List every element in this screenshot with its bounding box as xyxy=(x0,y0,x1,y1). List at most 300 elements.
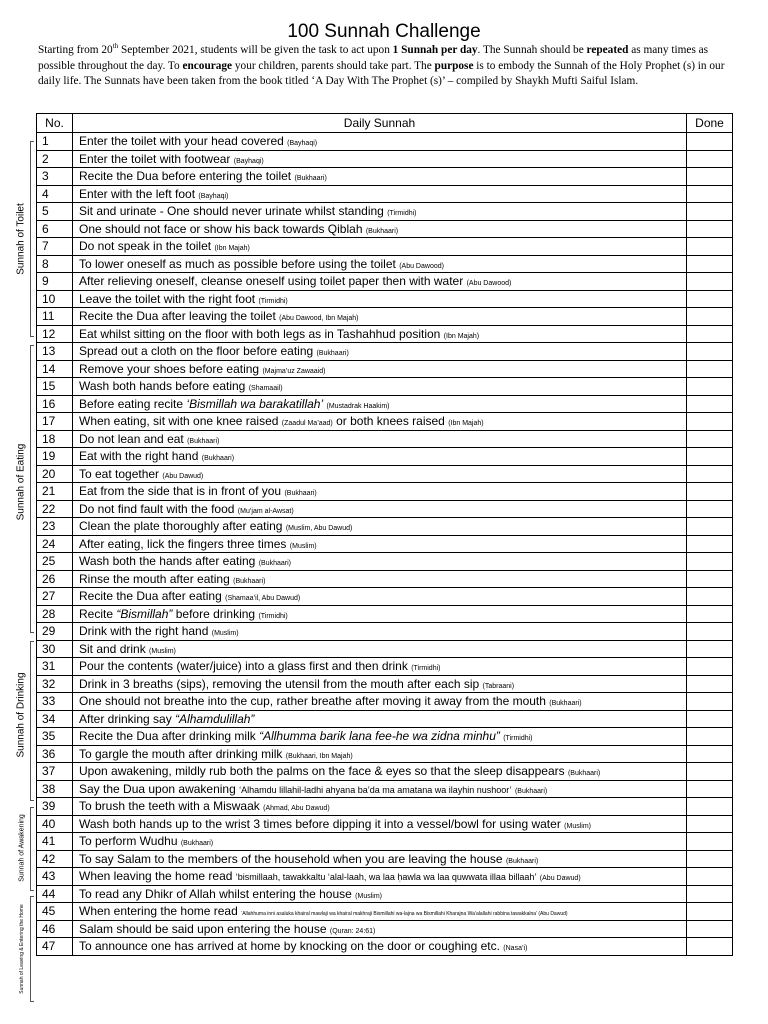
done-checkbox-cell[interactable] xyxy=(687,693,733,711)
sunnah-text: Clean the plate thoroughly after eating xyxy=(79,519,283,534)
sunnah-text-cell xyxy=(73,745,687,763)
sunnah-text: Recite the Dua after leaving the toilet xyxy=(79,309,276,324)
row-number: 43 xyxy=(37,868,73,886)
done-checkbox-cell[interactable] xyxy=(687,780,733,798)
row-number: 2 xyxy=(37,150,73,168)
row-number: 30 xyxy=(37,640,73,658)
table-row xyxy=(37,605,733,623)
sunnah-text-cell xyxy=(73,623,687,641)
row-number: 21 xyxy=(37,483,73,501)
table-row xyxy=(37,185,733,203)
sunnah-text-extra: before drinking xyxy=(175,606,256,621)
table-row xyxy=(37,150,733,168)
sunnah-text: Eat from the side that is in front of you xyxy=(79,484,282,499)
section-bracket-toilet xyxy=(30,141,34,337)
sunnah-text-cell xyxy=(73,483,687,501)
table-row xyxy=(37,553,733,571)
sunnah-text: When eating, sit with one knee raised xyxy=(79,414,279,429)
sunnah-text-cell xyxy=(73,693,687,711)
sunnah-table xyxy=(36,113,733,956)
sunnah-text-extra: or both knees raised xyxy=(336,414,445,429)
source-reference: (Abu Dawood, Ibn Majah) xyxy=(279,315,359,323)
done-checkbox-cell[interactable] xyxy=(687,238,733,256)
done-checkbox-cell[interactable] xyxy=(687,815,733,833)
source-reference: (Tirmidhi) xyxy=(503,735,533,743)
table-row xyxy=(37,675,733,693)
source-reference: (Ahmad, Abu Dawud) xyxy=(263,805,330,813)
row-number: 36 xyxy=(37,745,73,763)
sunnah-text-cell xyxy=(73,430,687,448)
sunnah-text-cell xyxy=(73,308,687,326)
done-checkbox-cell[interactable] xyxy=(687,763,733,781)
table-row xyxy=(37,325,733,343)
source-reference: (Shamaail) xyxy=(248,385,283,393)
table-row xyxy=(37,903,733,921)
row-number: 25 xyxy=(37,553,73,571)
table-row xyxy=(37,588,733,606)
sunnah-text: Sit and drink xyxy=(79,641,146,656)
row-number: 1 xyxy=(37,133,73,151)
table-row xyxy=(37,203,733,221)
sunnah-text-cell xyxy=(73,518,687,536)
sunnah-text-cell xyxy=(73,395,687,413)
done-checkbox-cell[interactable] xyxy=(687,588,733,606)
row-number: 26 xyxy=(37,570,73,588)
table-row xyxy=(37,833,733,851)
source-reference: (Abu Dawud) xyxy=(162,472,204,480)
source-reference: (Abu Dawud) xyxy=(539,875,581,883)
sunnah-text: Rinse the mouth after eating xyxy=(79,571,230,586)
sunnah-text: When leaving the home read xyxy=(79,869,233,884)
sunnah-text-cell xyxy=(73,343,687,361)
table-row xyxy=(37,255,733,273)
table-row xyxy=(37,465,733,483)
source-reference: (Muslim) xyxy=(289,542,317,550)
sunnah-text-cell xyxy=(73,763,687,781)
source-reference: (Tabraani) xyxy=(482,682,515,690)
done-checkbox-cell[interactable] xyxy=(687,605,733,623)
done-checkbox-cell[interactable] xyxy=(687,448,733,466)
source-reference: (Muslim) xyxy=(149,647,176,655)
source-reference: (Mu’jam al-Awsat) xyxy=(237,507,294,515)
done-checkbox-cell[interactable] xyxy=(687,658,733,676)
table-row xyxy=(37,220,733,238)
row-number: 9 xyxy=(37,273,73,291)
done-checkbox-cell[interactable] xyxy=(687,850,733,868)
sunnah-text: Before eating recite xyxy=(79,396,184,411)
sunnah-text-cell xyxy=(73,920,687,938)
sunnah-text-cell xyxy=(73,290,687,308)
sunnah-text-cell xyxy=(73,675,687,693)
sunnah-text-cell xyxy=(73,360,687,378)
table-row xyxy=(37,395,733,413)
source-reference: (Bukhaari) xyxy=(505,857,539,865)
done-checkbox-cell[interactable] xyxy=(687,518,733,536)
done-checkbox-cell[interactable] xyxy=(687,168,733,186)
source-reference: (Muslim) xyxy=(355,892,382,900)
done-checkbox-cell[interactable] xyxy=(687,133,733,151)
table-row xyxy=(37,728,733,746)
sunnah-text: After relieving oneself, cleanse oneself using toilet paper then with water xyxy=(79,274,464,289)
source-reference: (Ibn Majah) xyxy=(443,332,480,340)
row-number: 20 xyxy=(37,465,73,483)
sunnah-text-cell xyxy=(73,588,687,606)
row-number: 46 xyxy=(37,920,73,938)
sunnah-text-cell xyxy=(73,605,687,623)
table-row xyxy=(37,868,733,886)
source-reference: (Bayhaqi) xyxy=(287,140,318,148)
done-checkbox-cell[interactable] xyxy=(687,465,733,483)
sunnah-text: When entering the home read xyxy=(79,904,238,919)
header-daily-sunnah: Daily Sunnah xyxy=(73,114,687,133)
source-reference: (Bukhaari) xyxy=(365,227,399,235)
row-number: 24 xyxy=(37,535,73,553)
sunnah-text: Recite xyxy=(79,606,114,621)
row-number: 13 xyxy=(37,343,73,361)
sunnah-quote: ‘Alhamdu lillahil-ladhi ahyana ba’da ma amatana wa ilayhin nushoor’ xyxy=(239,784,512,795)
sunnah-text-cell xyxy=(73,203,687,221)
row-number: 17 xyxy=(37,413,73,431)
source-reference: (Bukhaari) xyxy=(316,350,349,358)
sunnah-text: Salam should be said upon entering the house xyxy=(79,921,327,936)
source-reference: (Bukhaari) xyxy=(233,577,266,585)
done-checkbox-cell[interactable] xyxy=(687,675,733,693)
sunnah-text-cell xyxy=(73,938,687,956)
section-label-eating: Sunnah of Eating xyxy=(15,443,27,521)
sunnah-text: To read any Dhikr of Allah whilst entering the house xyxy=(79,886,352,901)
row-number: 16 xyxy=(37,395,73,413)
done-checkbox-cell[interactable] xyxy=(687,220,733,238)
done-checkbox-cell[interactable] xyxy=(687,535,733,553)
section-bracket-eating xyxy=(30,345,34,633)
source-reference: (Bukhaari) xyxy=(549,700,582,708)
table-row xyxy=(37,500,733,518)
done-checkbox-cell[interactable] xyxy=(687,343,733,361)
done-checkbox-cell[interactable] xyxy=(687,868,733,886)
section-label-home: Sunnah of Leaving & Entering the Home xyxy=(19,904,25,994)
done-checkbox-cell[interactable] xyxy=(687,255,733,273)
sunnah-text-cell xyxy=(73,325,687,343)
sunnah-text: Enter the toilet with your head covered xyxy=(79,134,284,149)
table-row xyxy=(37,413,733,431)
table-row xyxy=(37,168,733,186)
table-row xyxy=(37,920,733,938)
source-reference: (Bukhaari) xyxy=(258,560,291,568)
table-row xyxy=(37,640,733,658)
sunnah-text: Drink with the right hand xyxy=(79,624,209,639)
done-checkbox-cell[interactable] xyxy=(687,360,733,378)
table-row xyxy=(37,448,733,466)
row-number: 10 xyxy=(37,290,73,308)
sunnah-text-cell xyxy=(73,150,687,168)
source-reference: (Bukhaari) xyxy=(294,175,327,183)
sunnah-text: One should not breathe into the cup, rather breathe after moving it away from the mouth xyxy=(79,694,546,709)
done-checkbox-cell[interactable] xyxy=(687,378,733,396)
sunnah-text-cell xyxy=(73,780,687,798)
sunnah-text-cell xyxy=(73,850,687,868)
row-number: 8 xyxy=(37,255,73,273)
table-row xyxy=(37,273,733,291)
done-checkbox-cell[interactable] xyxy=(687,150,733,168)
row-number: 31 xyxy=(37,658,73,676)
sunnah-text-cell xyxy=(73,273,687,291)
sunnah-quote: ‘bismillaah, tawakkaltu ‘alal-laah, wa laa ḥawla wa laa quwwata illaa billaah’ xyxy=(235,872,537,883)
sunnah-quote: ‘Bismillah wa barakatillah’ xyxy=(186,396,324,411)
sunnah-text-cell xyxy=(73,815,687,833)
row-number: 28 xyxy=(37,605,73,623)
section-bracket-home xyxy=(30,896,34,1002)
row-number: 27 xyxy=(37,588,73,606)
row-number: 39 xyxy=(37,798,73,816)
row-number: 15 xyxy=(37,378,73,396)
row-number: 6 xyxy=(37,220,73,238)
source-reference: (Tirmidhi) xyxy=(258,297,288,305)
done-checkbox-cell[interactable] xyxy=(687,728,733,746)
row-number: 44 xyxy=(37,885,73,903)
table-row xyxy=(37,763,733,781)
sunnah-text-cell xyxy=(73,868,687,886)
sunnah-text-cell xyxy=(73,570,687,588)
row-number: 4 xyxy=(37,185,73,203)
sunnah-text: Wash both the hands after eating xyxy=(79,554,256,569)
done-checkbox-cell[interactable] xyxy=(687,203,733,221)
source-reference: (Abu Dawood) xyxy=(466,280,512,288)
source-reference: (Zaadul Ma’aad) xyxy=(281,420,333,428)
done-checkbox-cell[interactable] xyxy=(687,553,733,571)
table-header-row xyxy=(37,114,733,133)
source-reference: (Bayhaqi) xyxy=(233,157,264,165)
sunnah-text: Do not speak in the toilet xyxy=(79,239,212,254)
sunnah-text: Upon awakening, mildly rub both the palms on the face & eyes so that the sleep disappears xyxy=(79,764,565,779)
source-reference: (Bukhaari) xyxy=(514,787,548,795)
sunnah-text: To lower oneself as much as possible before using the toilet xyxy=(79,256,396,271)
table-row xyxy=(37,798,733,816)
done-checkbox-cell[interactable] xyxy=(687,903,733,921)
sunnah-text-cell xyxy=(73,185,687,203)
sunnah-text: After eating, lick the fingers three times xyxy=(79,536,287,551)
source-reference: (Bayhaqi) xyxy=(198,192,229,200)
source-reference: (Tirmidhi) xyxy=(258,612,288,620)
sunnah-quote: ‘Allahhuma inni asaluka khairal mawlaji wa khairal makhraji Bismillahi wa-lajna wa Bismillahi Kharajna Wa’alallahi rabbina tawakkalna’ (Abu Dawud) xyxy=(241,911,568,918)
done-checkbox-cell[interactable] xyxy=(687,308,733,326)
table-row xyxy=(37,623,733,641)
row-number: 35 xyxy=(37,728,73,746)
table-row xyxy=(37,360,733,378)
intro-paragraph: Starting from 20th September 2021, students will be given the task to act upon 1 Sunnah per day. The Sunnah should be repeated as many times as possible throughout the day. To encourage your children, parents should take part. The purpose is to embody the Sunnah of the Holy Prophet (s) in our daily life. The Sunnats have been taken from the book titled ‘A Day With The Prophet (s)’ – compiled by Shaykh Mufti Saiful Islam. xyxy=(38,42,725,87)
sunnah-text: Enter with the left foot xyxy=(79,186,196,201)
sunnah-text-cell xyxy=(73,168,687,186)
sunnah-text: One should not face or show his back towards Qiblah xyxy=(79,221,363,236)
sunnah-text-cell xyxy=(73,885,687,903)
row-number: 18 xyxy=(37,430,73,448)
source-reference: (Bukhaari) xyxy=(567,770,601,778)
table-row xyxy=(37,885,733,903)
row-number: 19 xyxy=(37,448,73,466)
row-number: 42 xyxy=(37,850,73,868)
sunnah-text-cell xyxy=(73,500,687,518)
done-checkbox-cell[interactable] xyxy=(687,483,733,501)
table-row xyxy=(37,133,733,151)
source-reference: (Bukhaari) xyxy=(187,437,220,445)
row-number: 7 xyxy=(37,238,73,256)
source-reference: (Muslim) xyxy=(564,822,591,830)
header-no: No. xyxy=(37,114,73,133)
table-row xyxy=(37,238,733,256)
sunnah-text: To eat together xyxy=(79,466,160,481)
table-row xyxy=(37,535,733,553)
source-reference: (Ibn Majah) xyxy=(214,245,250,253)
table-row xyxy=(37,850,733,868)
done-checkbox-cell[interactable] xyxy=(687,920,733,938)
done-checkbox-cell[interactable] xyxy=(687,395,733,413)
done-checkbox-cell[interactable] xyxy=(687,798,733,816)
source-reference: (Bukhaari) xyxy=(180,840,214,848)
source-reference: (Abu Dawood) xyxy=(399,262,444,270)
sunnah-text-cell xyxy=(73,658,687,676)
sunnah-text-cell xyxy=(73,798,687,816)
sunnah-text: Do not lean and eat xyxy=(79,431,184,446)
table-row xyxy=(37,430,733,448)
done-checkbox-cell[interactable] xyxy=(687,430,733,448)
table-row xyxy=(37,518,733,536)
row-number: 41 xyxy=(37,833,73,851)
done-checkbox-cell[interactable] xyxy=(687,413,733,431)
row-number: 14 xyxy=(37,360,73,378)
source-reference: (Bukhaari) xyxy=(201,455,235,463)
sunnah-text-cell xyxy=(73,220,687,238)
done-checkbox-cell[interactable] xyxy=(687,833,733,851)
row-number: 5 xyxy=(37,203,73,221)
section-label-drinking: Sunnah of Drinking xyxy=(15,672,27,758)
sunnah-text-cell xyxy=(73,465,687,483)
row-number: 12 xyxy=(37,325,73,343)
row-number: 22 xyxy=(37,500,73,518)
table-row xyxy=(37,483,733,501)
row-number: 34 xyxy=(37,710,73,728)
section-label-awakening: Sunnah of Awakening xyxy=(18,814,26,882)
sunnah-text: To announce one has arrived at home by knocking on the door or coughing etc. xyxy=(79,939,500,954)
row-number: 11 xyxy=(37,308,73,326)
sunnah-text: To brush the teeth with a Miswaak xyxy=(79,799,260,814)
sunnah-text: Eat whilst sitting on the floor with both legs as in Tashahhud position xyxy=(79,326,441,341)
done-checkbox-cell[interactable] xyxy=(687,325,733,343)
sunnah-text: Do not find fault with the food xyxy=(79,501,235,516)
source-reference: (Muslim) xyxy=(211,630,239,638)
table-row xyxy=(37,378,733,396)
sunnah-text: To gargle the mouth after drinking milk xyxy=(79,746,283,761)
done-checkbox-cell[interactable] xyxy=(687,745,733,763)
row-number: 29 xyxy=(37,623,73,641)
source-reference: (Shamaa’il, Abu Dawud) xyxy=(225,595,301,603)
done-checkbox-cell[interactable] xyxy=(687,623,733,641)
row-number: 45 xyxy=(37,903,73,921)
sunnah-text-cell xyxy=(73,710,687,728)
sunnah-text-cell xyxy=(73,903,687,921)
sunnah-text: Wash both hands before eating xyxy=(79,379,246,394)
done-checkbox-cell[interactable] xyxy=(687,885,733,903)
section-bracket-awakening xyxy=(30,807,34,891)
table-row xyxy=(37,710,733,728)
sunnah-text-cell xyxy=(73,728,687,746)
source-reference: (Tirmidhi) xyxy=(411,665,441,673)
sunnah-text-cell xyxy=(73,413,687,431)
sunnah-text-cell xyxy=(73,448,687,466)
source-reference: (Majma’uz Zawaaid) xyxy=(262,367,326,375)
sunnah-quote: “Alhamdulillah” xyxy=(175,711,255,726)
source-reference: (Bukhaari, Ibn Majah) xyxy=(285,752,353,760)
done-checkbox-cell[interactable] xyxy=(687,185,733,203)
sunnah-text: After drinking say xyxy=(79,711,172,726)
row-number: 47 xyxy=(37,938,73,956)
sunnah-text: Recite the Dua after drinking milk xyxy=(79,729,256,744)
row-number: 3 xyxy=(37,168,73,186)
source-reference: (Mustadrak Haakim) xyxy=(326,402,390,410)
sunnah-text: Recite the Dua after eating xyxy=(79,589,222,604)
sunnah-text: Pour the contents (water/juice) into a glass first and then drink xyxy=(79,659,408,674)
sunnah-text-cell xyxy=(73,133,687,151)
table-row xyxy=(37,308,733,326)
sunnah-text-cell xyxy=(73,553,687,571)
done-checkbox-cell[interactable] xyxy=(687,640,733,658)
page-title: 100 Sunnah Challenge xyxy=(287,21,481,42)
sunnah-quote: “Allhumma barik lana fee-he wa zidna minhu” xyxy=(259,729,500,744)
sunnah-text-cell xyxy=(73,378,687,396)
sunnah-text: To perform Wudhu xyxy=(79,834,178,849)
source-reference: (Muslim, Abu Dawud) xyxy=(285,525,353,533)
done-checkbox-cell[interactable] xyxy=(687,273,733,291)
sunnah-text: Drink in 3 breaths (sips), removing the utensil from the mouth after each sip xyxy=(79,676,480,691)
row-number: 38 xyxy=(37,780,73,798)
sunnah-text-cell xyxy=(73,833,687,851)
sunnah-text: Eat with the right hand xyxy=(79,449,199,464)
row-number: 33 xyxy=(37,693,73,711)
table-row xyxy=(37,745,733,763)
sunnah-text: Remove your shoes before eating xyxy=(79,361,260,376)
done-checkbox-cell[interactable] xyxy=(687,500,733,518)
sunnah-text: Spread out a cloth on the floor before eating xyxy=(79,344,314,359)
table-row xyxy=(37,290,733,308)
sunnah-text-cell xyxy=(73,238,687,256)
row-number: 23 xyxy=(37,518,73,536)
source-reference: (Bukhaari) xyxy=(284,490,317,498)
sunnah-text: Sit and urinate - One should never urinate whilst standing xyxy=(79,204,384,219)
done-checkbox-cell[interactable] xyxy=(687,938,733,956)
table-row xyxy=(37,658,733,676)
done-checkbox-cell[interactable] xyxy=(687,570,733,588)
sunnah-text: Recite the Dua before entering the toilet xyxy=(79,169,292,184)
sunnah-text: Wash both hands up to the wrist 3 times before dipping it into a vessel/bowl for using water xyxy=(79,816,561,831)
sunnah-quote: “Bismillah” xyxy=(116,606,173,621)
table-row xyxy=(37,570,733,588)
sunnah-text: Leave the toilet with the right foot xyxy=(79,291,256,306)
table-row xyxy=(37,938,733,956)
sunnah-text: Enter the toilet with footwear xyxy=(79,151,231,166)
table-row xyxy=(37,780,733,798)
source-reference: (Nasa’i) xyxy=(503,945,528,953)
source-reference: (Quran: 24:61) xyxy=(329,927,376,935)
section-bracket-drinking xyxy=(30,641,34,801)
row-number: 40 xyxy=(37,815,73,833)
row-number: 32 xyxy=(37,675,73,693)
sunnah-text-cell xyxy=(73,255,687,273)
header-done: Done xyxy=(687,114,733,133)
sunnah-text-cell xyxy=(73,640,687,658)
done-checkbox-cell[interactable] xyxy=(687,290,733,308)
row-number: 37 xyxy=(37,763,73,781)
done-checkbox-cell[interactable] xyxy=(687,710,733,728)
sunnah-text: To say Salam to the members of the household when you are leaving the house xyxy=(79,851,503,866)
table-row xyxy=(37,815,733,833)
